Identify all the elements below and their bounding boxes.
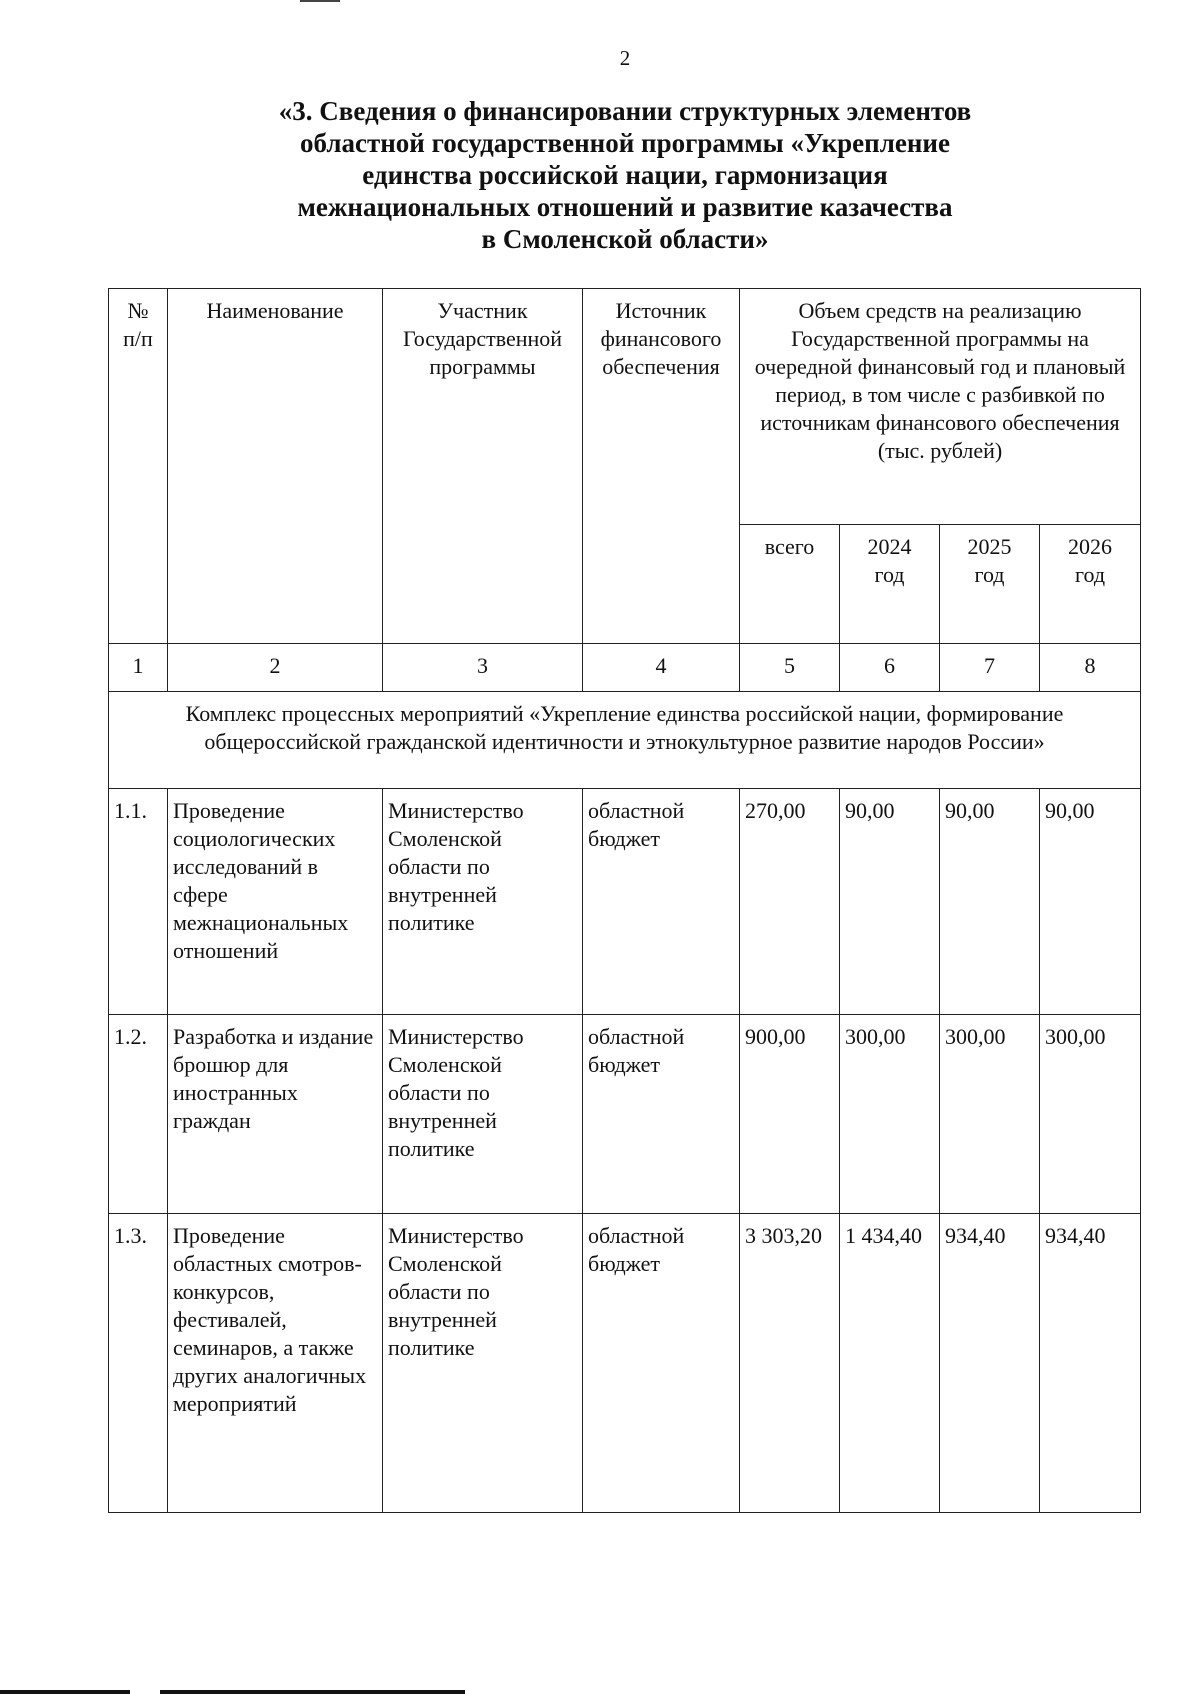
table-row bbox=[109, 1015, 1141, 1214]
row-participant: Министерство Смоленской области по внутренней политике bbox=[383, 1214, 583, 1513]
row-2024: 90,00 bbox=[840, 789, 940, 1015]
header-total: всего bbox=[740, 525, 840, 644]
row-participant: Министерство Смоленской области по внутренней политике bbox=[383, 789, 583, 1015]
row-2025: 934,40 bbox=[940, 1214, 1040, 1513]
row-number: 1.1. bbox=[109, 789, 168, 1015]
row-2024: 1 434,40 bbox=[840, 1214, 940, 1513]
row-2024: 300,00 bbox=[840, 1015, 940, 1214]
header-year-2024: 2024 год bbox=[840, 525, 940, 644]
header-num: № п/п bbox=[109, 289, 168, 644]
header-source: Источник финансового обеспечения bbox=[583, 289, 740, 644]
header-year-2026: 2026 год bbox=[1040, 525, 1141, 644]
header-year-2025: 2025 год bbox=[940, 525, 1040, 644]
row-total: 900,00 bbox=[740, 1015, 840, 1214]
column-number: 8 bbox=[1040, 644, 1141, 692]
header-name: Наименование bbox=[168, 289, 383, 644]
scan-artifact-top bbox=[300, 0, 340, 2]
column-number: 1 bbox=[109, 644, 168, 692]
row-source: областной бюджет bbox=[583, 1214, 740, 1513]
row-total: 3 303,20 bbox=[740, 1214, 840, 1513]
row-participant: Министерство Смоленской области по внутренней политике bbox=[383, 1015, 583, 1214]
column-number: 5 bbox=[740, 644, 840, 692]
table-row bbox=[109, 789, 1141, 1015]
column-number: 3 bbox=[383, 644, 583, 692]
page-number: 2 bbox=[619, 46, 631, 70]
section-row bbox=[109, 692, 1141, 789]
column-number: 2 bbox=[168, 644, 383, 692]
column-number: 7 bbox=[940, 644, 1040, 692]
row-name: Проведение областных смотров-конкурсов, фестивалей, семинаров, а также других аналогичных мероприятий bbox=[168, 1214, 383, 1513]
financing-table bbox=[108, 288, 1141, 1513]
scan-artifact-bottom-center bbox=[160, 1690, 465, 1694]
column-number: 4 bbox=[583, 644, 740, 692]
table-row bbox=[109, 1214, 1141, 1513]
row-name: Проведение социологических исследований в сфере межнациональных отношений bbox=[168, 789, 383, 1015]
row-number: 1.2. bbox=[109, 1015, 168, 1214]
column-number-row bbox=[109, 644, 1141, 692]
header-participant: Участник Государственной программы bbox=[383, 289, 583, 644]
scan-artifact-bottom-left bbox=[0, 1690, 130, 1694]
section-title: Комплекс процессных мероприятий «Укрепление единства российской нации, формирование общероссийской гражданской идентичности и этнокультурное развитие народов России» bbox=[109, 692, 1141, 789]
row-source: областной бюджет bbox=[583, 789, 740, 1015]
row-2026: 934,40 bbox=[1040, 1214, 1141, 1513]
header-row-main bbox=[109, 289, 1141, 525]
row-2025: 300,00 bbox=[940, 1015, 1040, 1214]
header-volume: Объем средств на реализацию Государственной программы на очередной финансовый год и плановый период, в том числе с разбивкой по источникам финансового обеспечения (тыс. рублей) bbox=[740, 289, 1141, 525]
row-total: 270,00 bbox=[740, 789, 840, 1015]
row-name: Разработка и издание брошюр для иностранных граждан bbox=[168, 1015, 383, 1214]
row-2026: 300,00 bbox=[1040, 1015, 1141, 1214]
document-title: «3. Сведения о финансировании структурных элементов областной государственной программы «Укрепление единства российской нации, гармонизация межнациональных отношений и развитие казачества в Смоленской области» bbox=[278, 96, 972, 254]
column-number: 6 bbox=[840, 644, 940, 692]
row-number: 1.3. bbox=[109, 1214, 168, 1513]
row-2025: 90,00 bbox=[940, 789, 1040, 1015]
row-2026: 90,00 bbox=[1040, 789, 1141, 1015]
row-source: областной бюджет bbox=[583, 1015, 740, 1214]
